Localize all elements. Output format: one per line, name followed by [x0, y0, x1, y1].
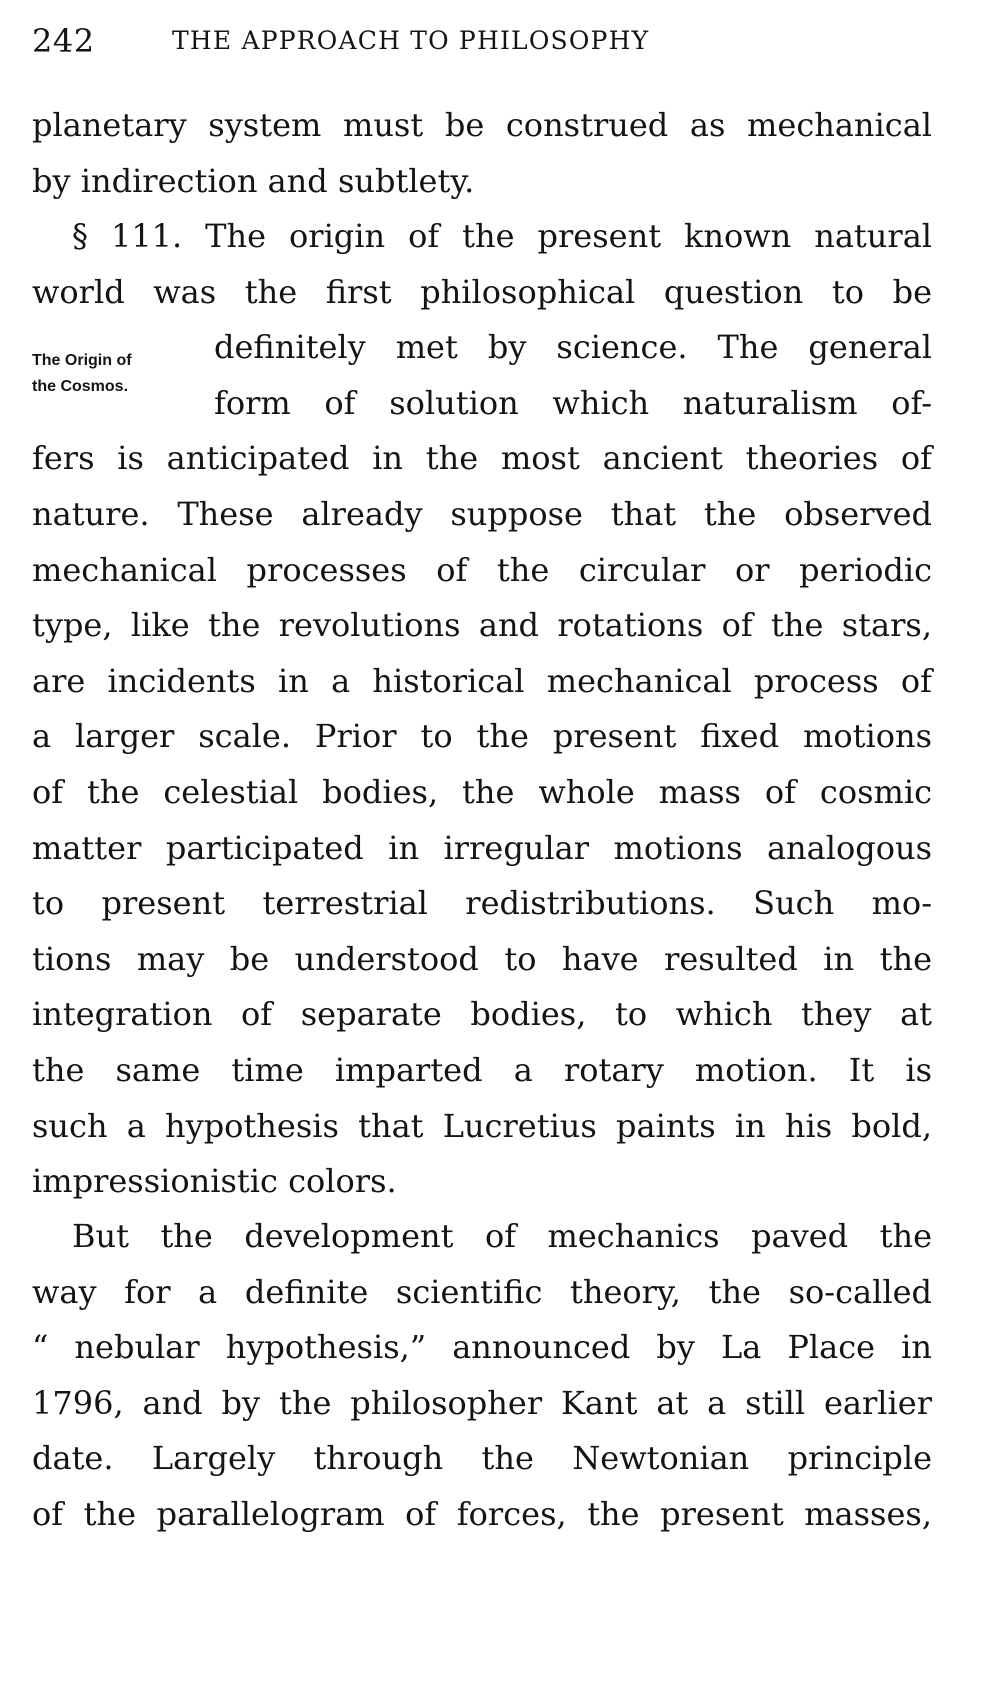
text-line: the same time imparted a rotary motion. It is	[32, 1050, 932, 1089]
text-line: of the celestial bodies, the whole mass of cosmic	[32, 772, 932, 811]
text-line: impressionistic colors.	[32, 1162, 397, 1201]
text-line: are incidents in a historical mechanical process of	[32, 661, 932, 700]
text-line: type, like the revolutions and rotations of the stars,	[32, 606, 932, 645]
margin-note-line: The Origin of	[32, 352, 132, 369]
text-line: integration of separate bodies, to which they at	[32, 995, 932, 1034]
text-line: by indirection and subtlety.	[32, 161, 475, 200]
text-line: nature. These already suppose that the observed	[32, 494, 932, 533]
running-title: THE APPROACH TO PHILOSOPHY	[172, 26, 650, 55]
text-line: date. Largely through the Newtonian principle	[32, 1439, 932, 1478]
text-line: matter participated in irregular motions analogous	[32, 828, 932, 867]
margin-note	[32, 348, 202, 400]
text-line: way for a definite scientific theory, the so-called	[32, 1272, 932, 1311]
paragraph-nebular-hypothesis	[32, 1209, 932, 1543]
text-line: of the parallelogram of forces, the present masses,	[32, 1494, 932, 1533]
text-line: mechanical processes of the circular or periodic	[32, 550, 932, 589]
page-header	[32, 22, 792, 66]
text-line: tions may be understood to have resulted in the	[32, 939, 932, 978]
text-line: definitely met by science. The general	[214, 328, 932, 367]
text-line: to present terrestrial redistributions. Such mo-	[32, 884, 932, 923]
text-line: fers is anticipated in the most ancient theories of	[32, 439, 932, 478]
text-line: But the development of mechanics paved the	[72, 1217, 932, 1255]
text-line: § 111. The origin of the present known natural	[72, 217, 932, 255]
text-line: planetary system must be construed as mechanical	[32, 106, 932, 144]
paragraph-continuation	[32, 98, 932, 209]
text-line: form of solution which naturalism of-	[214, 383, 932, 422]
text-line: a larger scale. Prior to the present fixed motions	[32, 717, 932, 756]
page-number: 242	[32, 22, 95, 60]
margin-note-line: the Cosmos.	[32, 378, 129, 395]
text-line: world was the first philosophical question to be	[32, 272, 932, 311]
text-line: 1796, and by the philosopher Kant at a still earlier	[32, 1383, 932, 1422]
text-line: “ nebular hypothesis,” announced by La Place in	[32, 1328, 932, 1367]
text-line: such a hypothesis that Lucretius paints in his bold,	[32, 1106, 932, 1145]
